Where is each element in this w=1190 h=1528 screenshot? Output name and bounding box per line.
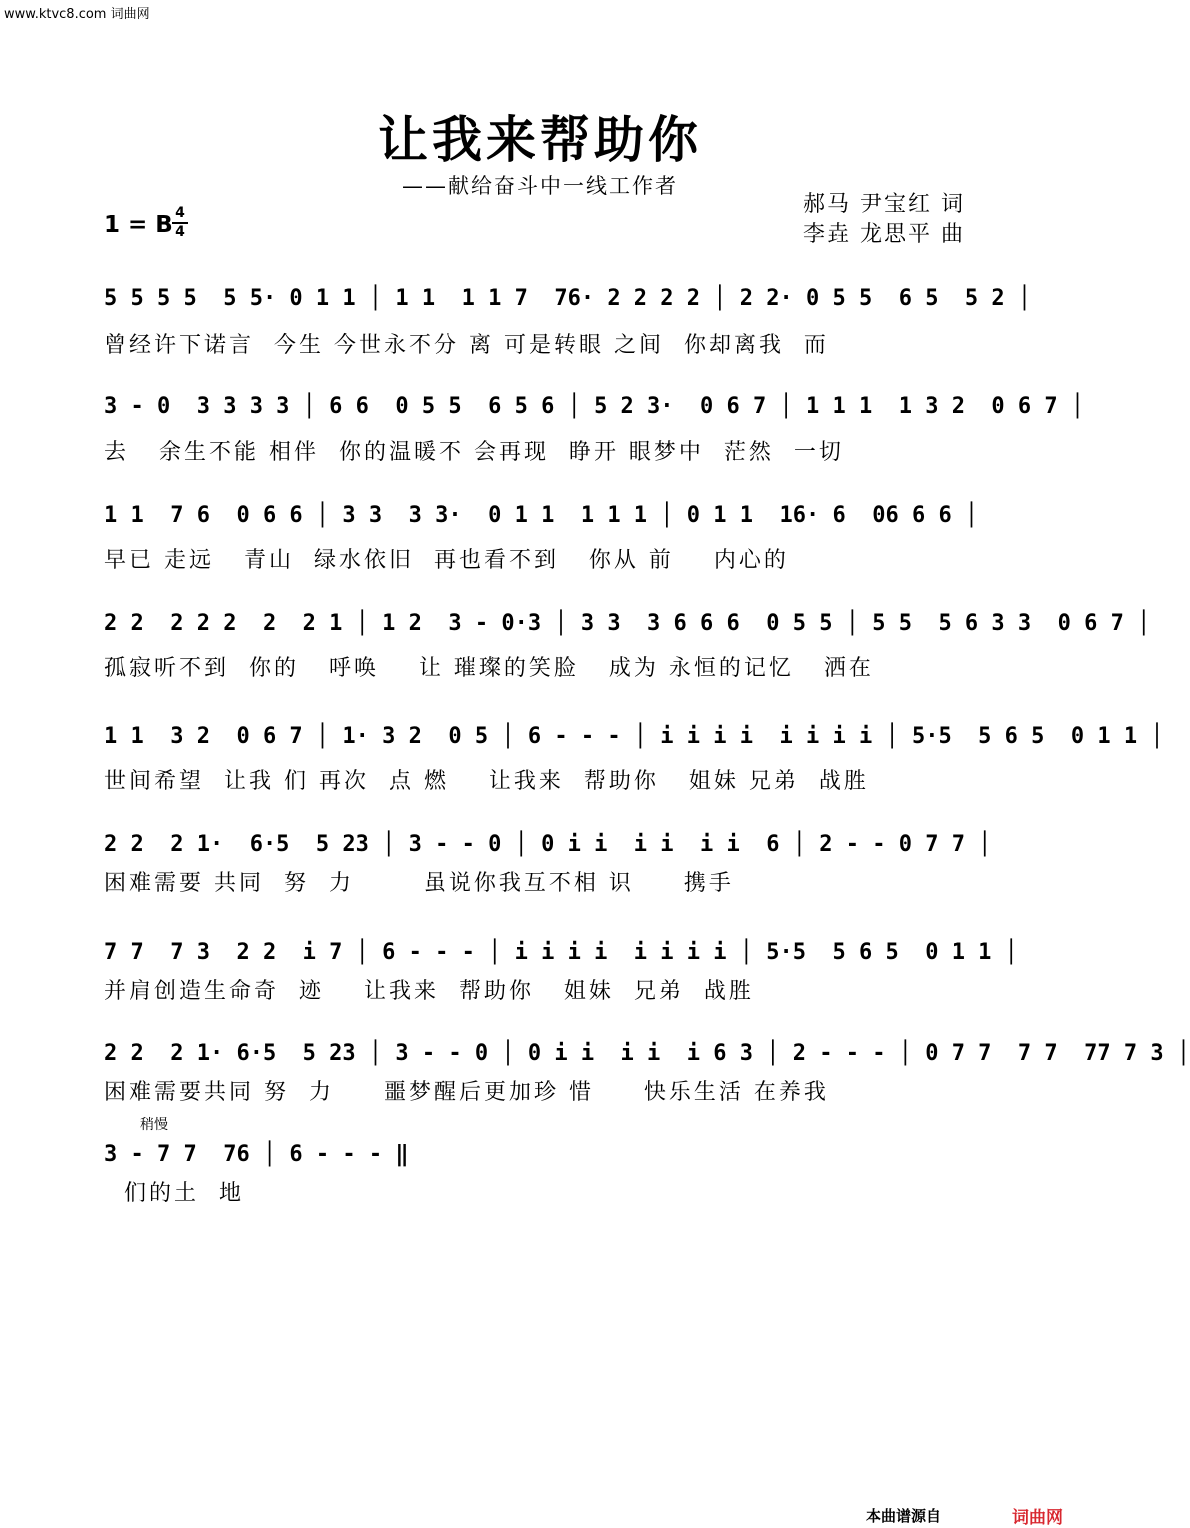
notes-row-4: 2 2 2 2 2 2 2 1 │ 1 2 3 - 0·3 │ 3 3 3 6 6 6 0 5 5 │ 5 5 5 6 3 3 0 6 7 │ — [104, 611, 1151, 636]
notes-row-3: 1 1 7 6 0 6 6 │ 3 3 3 3· 0 1 1 1 1 1 │ 0 1 1 16· 6 06 6 6 │ — [104, 503, 979, 528]
footer-brand: 词曲网 — [1012, 1508, 1063, 1528]
lyrics-row-8: 困难需要共同 努 力 噩梦醒后更加珍 惜 快乐生活 在养我 — [104, 1080, 829, 1105]
tempo-mark: 稍慢 — [140, 1117, 168, 1133]
lyrics-row-4: 孤寂听不到 你的 呼唤 让 璀璨的笑脸 成为 永恒的记忆 洒在 — [104, 656, 874, 681]
key-signature: 1 = B — [104, 212, 173, 238]
lyrics-row-5: 世间希望 让我 们 再次 点 燃 让我来 帮助你 姐妹 兄弟 战胜 — [104, 769, 869, 794]
time-signature-top: 4 — [175, 205, 185, 221]
lyrics-row-7: 并肩创造生命奇 迹 让我来 帮助你 姐妹 兄弟 战胜 — [104, 979, 754, 1004]
watermark-top: www.ktvc8.com 词曲网 — [4, 7, 150, 22]
lyrics-row-6: 困难需要 共同 努 力 虽说你我互不相 识 携手 — [104, 871, 734, 896]
notes-row-2: 3 - 0 3 3 3 3 │ 6 6 0 5 5 6 5 6 │ 5 2 3· 0 6 7 │ 1 1 1 1 3 2 0 6 7 │ — [104, 394, 1085, 419]
lyrics-row-9: 们的土 地 — [104, 1181, 244, 1206]
lyrics-row-1: 曾经许下诺言 今生 今世永不分 离 可是转眼 之间 你却离我 而 — [104, 333, 829, 358]
footer-source: 本曲谱源自 — [866, 1507, 942, 1525]
lyrics-row-3: 早已 走远 青山 绿水依旧 再也看不到 你从 前 内心的 — [104, 548, 789, 573]
lyrics-row-2: 去 余生不能 相伴 你的温暖不 会再现 睁开 眼梦中 茫然 一切 — [104, 440, 844, 465]
composer-credit: 李垚 龙思平 曲 — [803, 222, 965, 247]
notes-row-6: 2 2 2 1· 6·5 5 23 │ 3 - - 0 │ 0 i i i i i i 6 │ 2 - - 0 7 7 │ — [104, 832, 992, 857]
time-signature — [172, 206, 188, 240]
notes-row-5: 1 1 3 2 0 6 7 │ 1· 3 2 0 5 │ 6 - - - │ i i i i i i i i │ 5·5 5 6 5 0 1 1 │ — [104, 724, 1164, 749]
credits — [803, 190, 965, 250]
notes-row-8: 2 2 2 1· 6·5 5 23 │ 3 - - 0 │ 0 i i i i i 6 3 │ 2 - - - │ 0 7 7 7 7 77 7 3 │ — [104, 1041, 1190, 1066]
page-subtitle: ——献给奋斗中一线工作者 — [402, 174, 678, 198]
page-title: 让我来帮助你 — [378, 110, 702, 169]
lyricist-credit: 郝马 尹宝红 词 — [803, 192, 965, 217]
notes-row-1: 5 5 5 5 5 5· 0 1 1 │ 1 1 1 1 7 76· 2 2 2 2 │ 2 2· 0 5 5 6 5 5 2 │ — [104, 286, 1032, 311]
notes-row-7: 7 7 7 3 2 2 i 7 │ 6 - - - │ i i i i i i i i │ 5·5 5 6 5 0 1 1 │ — [104, 940, 1018, 965]
notes-row-9: 3 - 7 7 76 │ 6 - - - ‖ — [104, 1142, 409, 1167]
time-signature-bottom: 4 — [175, 224, 185, 240]
